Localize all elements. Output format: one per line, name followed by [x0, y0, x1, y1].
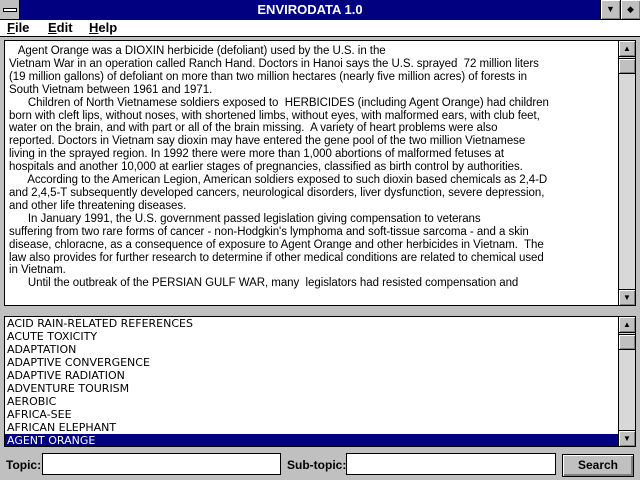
topic-list[interactable]	[5, 317, 619, 446]
article-text[interactable]	[5, 41, 619, 305]
article-line: hospitals and another 10,000 at earlier stages of pregnancies, classified as birth control by authorities.	[9, 161, 523, 174]
article-line: Agent Orange was a DIOXIN herbicide (defoliant) used by the U.S. in the	[9, 45, 386, 57]
article-line: in Vietnam.	[9, 264, 66, 277]
topic-label: Topic:	[6, 458, 42, 472]
article-line: In January 1991, the U.S. government passed legislation giving compensation to veterans	[9, 212, 481, 225]
article-line: living in the sprayed region. In 1992 there were more than 1,000 abortions of malformed fetuses at	[9, 148, 505, 161]
list-scroll-thumb[interactable]	[619, 334, 635, 350]
maximize-button[interactable]	[620, 0, 640, 20]
window-title: ENVIRODATA 1.0	[257, 2, 363, 17]
list-item-selected[interactable]: AGENT ORANGE	[5, 434, 619, 446]
article-line: water on the brain, and with part or all of the brain missing. A variety of heart problems were also	[9, 122, 498, 135]
article-line: born with cleft lips, without noses, with shortened limbs, without eyes, with malformed ears, with club feet,	[9, 109, 540, 122]
article-line: South Vietnam between 1961 and 1971.	[9, 83, 213, 96]
article-line: Until the outbreak of the PERSIAN GULF WAR, many legislators had resisted compensation and	[9, 277, 519, 290]
list-item[interactable]: ADAPTIVE RADIATION	[7, 369, 125, 382]
article-scroll-down-button[interactable]	[619, 289, 635, 305]
arrow-up-icon: ▲	[623, 320, 631, 329]
article-line: disease, chloracne, as a consequence of exposure to Agent Orange and other herbicides in Vietnam. The	[9, 238, 544, 251]
article-line: Children of North Vietnamese soldiers exposed to HERBICIDES (including Agent Orange) had children	[9, 96, 549, 109]
title-bar	[0, 0, 640, 20]
article-line: law also provides for further research to determine if other medical conditions are related to chemical used	[9, 251, 544, 264]
topic-input[interactable]	[42, 453, 281, 475]
article-scroll-thumb[interactable]	[619, 58, 635, 74]
triangle-down-icon: ▼	[606, 4, 615, 14]
topic-list-panel	[4, 316, 636, 447]
arrow-down-icon: ▼	[623, 434, 631, 443]
article-panel	[4, 40, 636, 306]
article-line: Vietnam War in an operation called Ranch Hand. Doctors in Hanoi says the U.S. sprayed 72 million liters	[9, 57, 539, 70]
system-menu-icon	[3, 8, 17, 12]
minimize-button[interactable]	[600, 0, 620, 20]
article-line: and 2,4,5-T subsequently developed cancers, neurological disorders, liver dysfunction, severe depression,	[9, 186, 545, 199]
menu-bar	[0, 20, 640, 37]
article-line: suffering from two rare forms of cancer - non-Hodgkin's lymphoma and soft-tissue sarcoma - and a skin	[9, 225, 529, 238]
menu-file[interactable]: File	[7, 20, 30, 35]
subtopic-input[interactable]	[346, 453, 556, 475]
menu-help[interactable]: Help	[89, 20, 118, 35]
article-line: and other life threatening diseases.	[9, 199, 187, 212]
list-item[interactable]: ADVENTURE TOURISM	[7, 382, 130, 395]
arrow-up-icon: ▲	[623, 44, 631, 53]
subtopic-label: Sub-topic:	[287, 458, 347, 472]
list-item[interactable]: AFRICAN ELEPHANT	[7, 421, 117, 434]
list-item[interactable]: ACUTE TOXICITY	[7, 330, 98, 343]
triangle-up-down-icon: ◆	[627, 4, 634, 14]
system-menu-button[interactable]	[0, 0, 20, 20]
menu-edit[interactable]: Edit	[48, 20, 73, 35]
article-line: reported. Doctors in Vietnam say dioxin may have entered the gene pool of the two million Vietnamese	[9, 135, 526, 148]
list-item[interactable]: ADAPTATION	[7, 343, 77, 356]
search-button[interactable]: Search	[562, 454, 634, 477]
list-scroll-down-button[interactable]	[619, 430, 635, 446]
topic-list-scrollbar[interactable]	[618, 317, 635, 446]
arrow-down-icon: ▼	[623, 293, 631, 302]
article-line: (19 million gallons) of defoliant on more than two million hectares (nearly five million acres) of forests in	[9, 70, 528, 83]
list-item[interactable]: AFRICA-SEE	[7, 408, 72, 421]
article-line: According to the American Legion, American soldiers exposed to such dioxin based chemicals as 2,4-D	[9, 174, 548, 187]
list-scroll-up-button[interactable]	[619, 317, 635, 333]
list-item[interactable]: ACID RAIN-RELATED REFERENCES	[7, 317, 193, 330]
article-scrollbar[interactable]	[618, 41, 635, 305]
article-scroll-up-button[interactable]	[619, 41, 635, 57]
list-item[interactable]: AEROBIC	[7, 395, 57, 408]
list-item[interactable]: ADAPTIVE CONVERGENCE	[7, 356, 150, 369]
